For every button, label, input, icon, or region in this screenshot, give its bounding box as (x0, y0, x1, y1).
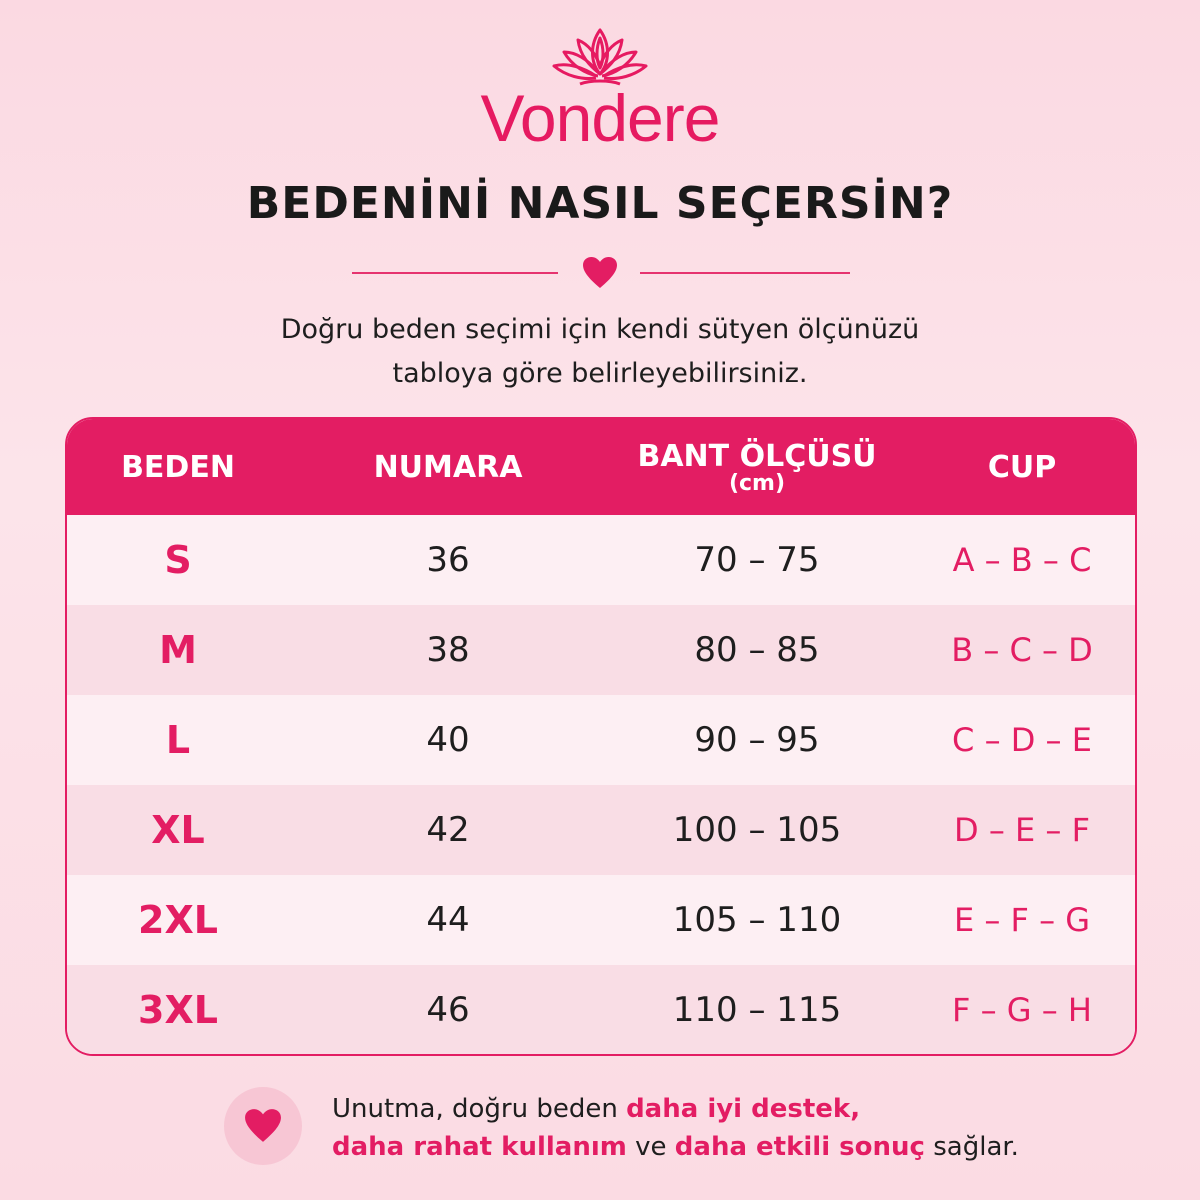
tip-part-1: Unutma, doğru beden (332, 1094, 627, 1124)
cell-size: 2XL (138, 898, 218, 942)
intro-line-2: tabloya göre belirleyebilirsiniz. (392, 358, 808, 389)
cell-number: 36 (426, 540, 470, 580)
cell-size: S (164, 538, 192, 582)
tip-part-3: sağlar. (924, 1132, 1019, 1162)
table-row (67, 605, 1137, 695)
cell-size: 3XL (138, 988, 218, 1032)
cell-band: 70 – 75 (694, 540, 820, 580)
intro-text (0, 308, 1200, 396)
cell-number: 42 (426, 810, 470, 850)
tip-highlight-3: daha etkili sonuç (674, 1132, 925, 1162)
cell-cup: D – E – F (954, 811, 1090, 849)
table-row (67, 965, 1137, 1055)
cell-band: 100 – 105 (672, 810, 842, 850)
header-cup: CUP (987, 449, 1057, 485)
heart-icon (582, 256, 618, 290)
table-row (67, 875, 1137, 965)
tip-badge (224, 1087, 302, 1165)
tip-text (332, 1090, 1192, 1166)
tip-highlight-1: daha iyi destek, (626, 1094, 861, 1124)
table-row (67, 785, 1137, 875)
cell-band: 80 – 85 (694, 630, 820, 670)
table-header (67, 419, 1135, 515)
cell-cup: F – G – H (952, 991, 1092, 1029)
tip-line-2 (332, 1128, 1192, 1166)
heart-icon (244, 1108, 282, 1144)
lotus-icon (550, 22, 650, 88)
size-table (65, 417, 1137, 1056)
cell-band: 105 – 110 (672, 900, 842, 940)
header-band-label: BANT ÖLÇÜSÜ (637, 439, 877, 474)
cell-number: 44 (426, 900, 470, 940)
intro-line-1: Doğru beden seçimi için kendi sütyen ölçünüzü (280, 314, 920, 345)
divider-left (352, 272, 558, 274)
page-title: BEDENİNİ NASIL SEÇERSİN? (246, 178, 954, 229)
cell-cup: B – C – D (951, 631, 1093, 669)
header-size: BEDEN (121, 449, 235, 485)
cell-band: 90 – 95 (694, 720, 820, 760)
cell-number: 38 (426, 630, 470, 670)
table-row (67, 515, 1137, 605)
cell-cup: A – B – C (952, 541, 1092, 579)
tip-line-1 (332, 1090, 1192, 1128)
cell-band: 110 – 115 (672, 990, 842, 1030)
cell-cup: C – D – E (952, 721, 1092, 759)
tip-highlight-2: daha rahat kullanım (332, 1132, 627, 1162)
header-band (607, 419, 907, 515)
brand-name: Vondere (480, 81, 720, 155)
divider-right (640, 272, 850, 274)
cell-size: XL (151, 808, 205, 852)
tip-part-2: ve (626, 1132, 675, 1162)
cell-size: M (159, 628, 197, 672)
cell-number: 46 (426, 990, 470, 1030)
cell-cup: E – F – G (953, 901, 1091, 939)
header-number: NUMARA (373, 449, 523, 485)
table-row (67, 695, 1137, 785)
header-band-unit: (cm) (728, 471, 786, 496)
cell-size: L (165, 718, 191, 762)
cell-number: 40 (426, 720, 470, 760)
